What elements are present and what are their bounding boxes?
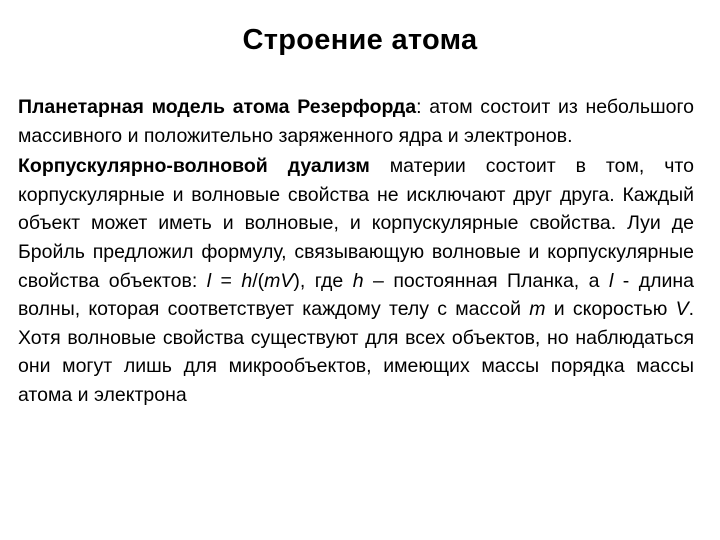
paragraph-text: : атом состоит из небольшого массивного и положительно заряженного ядра и электронов. bbox=[18, 96, 694, 147]
symbol-lambda: l bbox=[608, 269, 614, 292]
formula-text: /( bbox=[252, 269, 265, 292]
term-rutherford-model: Планетарная модель атома Резерфорда bbox=[18, 96, 417, 118]
slide-body bbox=[18, 93, 694, 410]
paragraph-text: . Хотя волновые свойства существуют для всех объектов, но наблюдаться они могут лишь для микрообъектов, имеющих массы порядка массы атома и электрона bbox=[18, 298, 694, 406]
paragraph-text: ), где bbox=[293, 269, 353, 292]
formula-h: h bbox=[241, 269, 253, 292]
symbol-m: m bbox=[529, 298, 546, 321]
paragraph-text: материи состоит в том, что корпускулярные и волновые свойства не исключают друг друга. Каждый объект может иметь и волновые, и корпускулярные свойства. Луи де Бройль предложил формулу, связывающую волновые и корпускулярные свойства объектов: bbox=[18, 155, 694, 292]
formula-text: = bbox=[211, 269, 242, 292]
symbol-h: h bbox=[352, 269, 364, 292]
slide-title: Строение атома bbox=[242, 24, 478, 56]
paragraph-text: и скоростью bbox=[545, 298, 676, 321]
formula-v: V bbox=[280, 269, 294, 292]
paragraph-rutherford-model bbox=[18, 93, 694, 150]
symbol-v: V bbox=[675, 298, 689, 321]
paragraph-text: - длина волны, которая соответствует каждому телу с массой bbox=[18, 269, 694, 321]
formula-m: m bbox=[264, 269, 281, 292]
term-wave-particle-duality: Корпускулярно-волновой дуализм bbox=[18, 155, 370, 178]
formula-lambda: l bbox=[206, 269, 212, 292]
paragraph-text: – постоянная Планка, а bbox=[363, 269, 609, 292]
paragraph-wave-particle-duality bbox=[18, 152, 694, 409]
